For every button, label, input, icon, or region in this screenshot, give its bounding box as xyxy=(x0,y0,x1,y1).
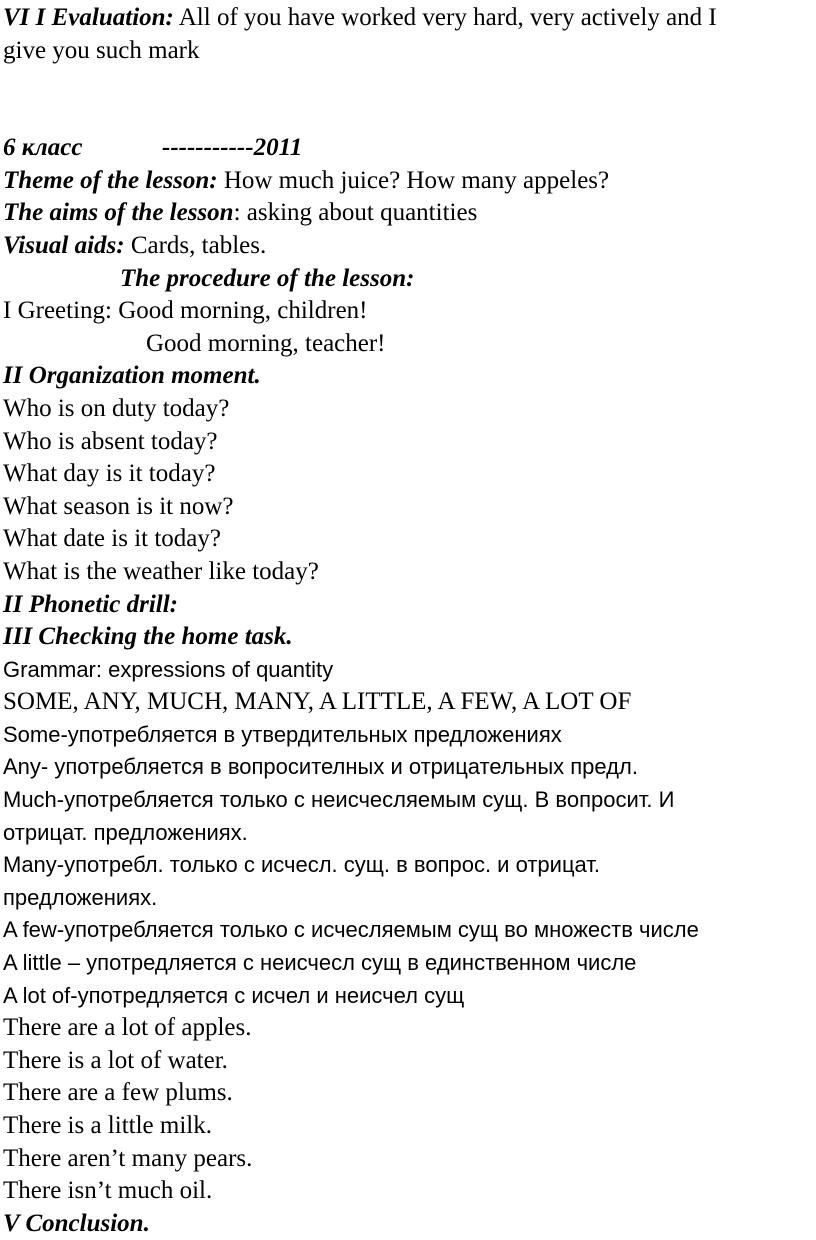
theme-text: How much juice? How many appeles? xyxy=(217,166,610,194)
visual-aids-line xyxy=(3,230,813,263)
checking-title: III Checking the home task. xyxy=(3,623,293,651)
question-item: What date is it today? xyxy=(3,525,221,553)
aims-label: The aims of the lesson xyxy=(3,199,234,227)
rule-text: -употребл. только с исчесл. сущ. в вопрос. и отрицат. xyxy=(56,852,601,878)
question-item: Who is on duty today? xyxy=(3,394,230,422)
rule-text: предложениях. xyxy=(3,884,158,910)
rule-text: -употредляется с исчел и неисчел сущ xyxy=(70,982,465,1008)
example-sentence: There are a few plums. xyxy=(3,1079,233,1107)
rule-text: - употребляется в вопросителных и отрицательных предл. xyxy=(40,754,638,780)
grade-label: 6 класс xyxy=(3,134,83,162)
rule-line xyxy=(3,784,813,817)
rule-lead: A lot of xyxy=(3,982,71,1008)
conclusion-title: V Conclusion. xyxy=(3,1209,150,1237)
example-sentence: There isn’t much oil. xyxy=(3,1177,213,1205)
rule-text: -употребляется в утвердительных предложениях xyxy=(60,721,562,747)
rule-lead: Much xyxy=(3,787,57,813)
rule-line xyxy=(3,719,813,752)
aims-text: : asking about quantities xyxy=(233,199,478,227)
evaluation-label: VI I Evaluation: xyxy=(3,4,174,31)
year-label: -----------2011 xyxy=(162,134,303,162)
grade-year-line xyxy=(3,132,813,165)
rule-line xyxy=(3,980,813,1013)
organization-title: II Organization moment. xyxy=(3,362,261,390)
rule-line xyxy=(3,817,813,850)
rule-text: – употредляется с неисчесл сущ в единственном числе xyxy=(61,950,637,976)
phonetic-title: II Phonetic drill: xyxy=(3,590,179,618)
rule-lead: Any xyxy=(3,754,41,780)
theme-label: Theme of the lesson: xyxy=(3,166,218,194)
question-item: Who is absent today? xyxy=(3,427,218,455)
example-sentence: There aren’t many pears. xyxy=(3,1144,253,1172)
rule-lead: A little xyxy=(3,950,62,976)
procedure-title: The procedure of the lesson: xyxy=(120,264,415,292)
rule-lead: A few xyxy=(3,917,57,943)
evaluation-text: All of you have worked very hard, very actively and I xyxy=(173,4,717,31)
rule-lead: Many xyxy=(3,852,57,878)
rule-line xyxy=(3,882,813,915)
visual-aids-text: Cards, tables. xyxy=(124,231,267,259)
rule-line xyxy=(3,751,813,784)
question-item: What day is it today? xyxy=(3,460,216,488)
aims-line xyxy=(3,197,813,230)
visual-aids-label: Visual aids: xyxy=(3,231,125,259)
rule-line xyxy=(3,947,813,980)
spacer xyxy=(3,67,813,132)
question-item: What is the weather like today? xyxy=(3,557,319,585)
example-sentence: There is a lot of water. xyxy=(3,1046,228,1074)
example-sentence: There are a lot of apples. xyxy=(3,1014,252,1042)
grammar-line: Grammar: expressions of quantity xyxy=(3,656,334,682)
greeting-line-1: I Greeting: Good morning, children! xyxy=(3,297,368,325)
question-item: What season is it now? xyxy=(3,492,234,520)
example-sentence: There is a little milk. xyxy=(3,1112,212,1139)
rule-lead: Some xyxy=(3,721,61,747)
rule-text: отрицат. предложениях. xyxy=(3,819,248,845)
theme-line xyxy=(3,165,813,198)
lesson-plan-document xyxy=(3,2,813,1240)
rule-line xyxy=(3,914,813,947)
rule-line xyxy=(3,849,813,882)
quantifiers-line: SOME, ANY, MUCH, MANY, A LITTLE, A FEW, A LOT OF xyxy=(3,688,632,716)
greeting-line-2: Good morning, teacher! xyxy=(146,329,386,357)
evaluation-line-1 xyxy=(3,2,813,35)
evaluation-line-2: give you such mark xyxy=(3,36,200,64)
rule-text: -употребляется только с исчесляемым сущ во множеств числе xyxy=(56,917,699,943)
rule-text: -употребляется только с неисчесляемым сущ. В вопросит. И xyxy=(56,787,675,813)
